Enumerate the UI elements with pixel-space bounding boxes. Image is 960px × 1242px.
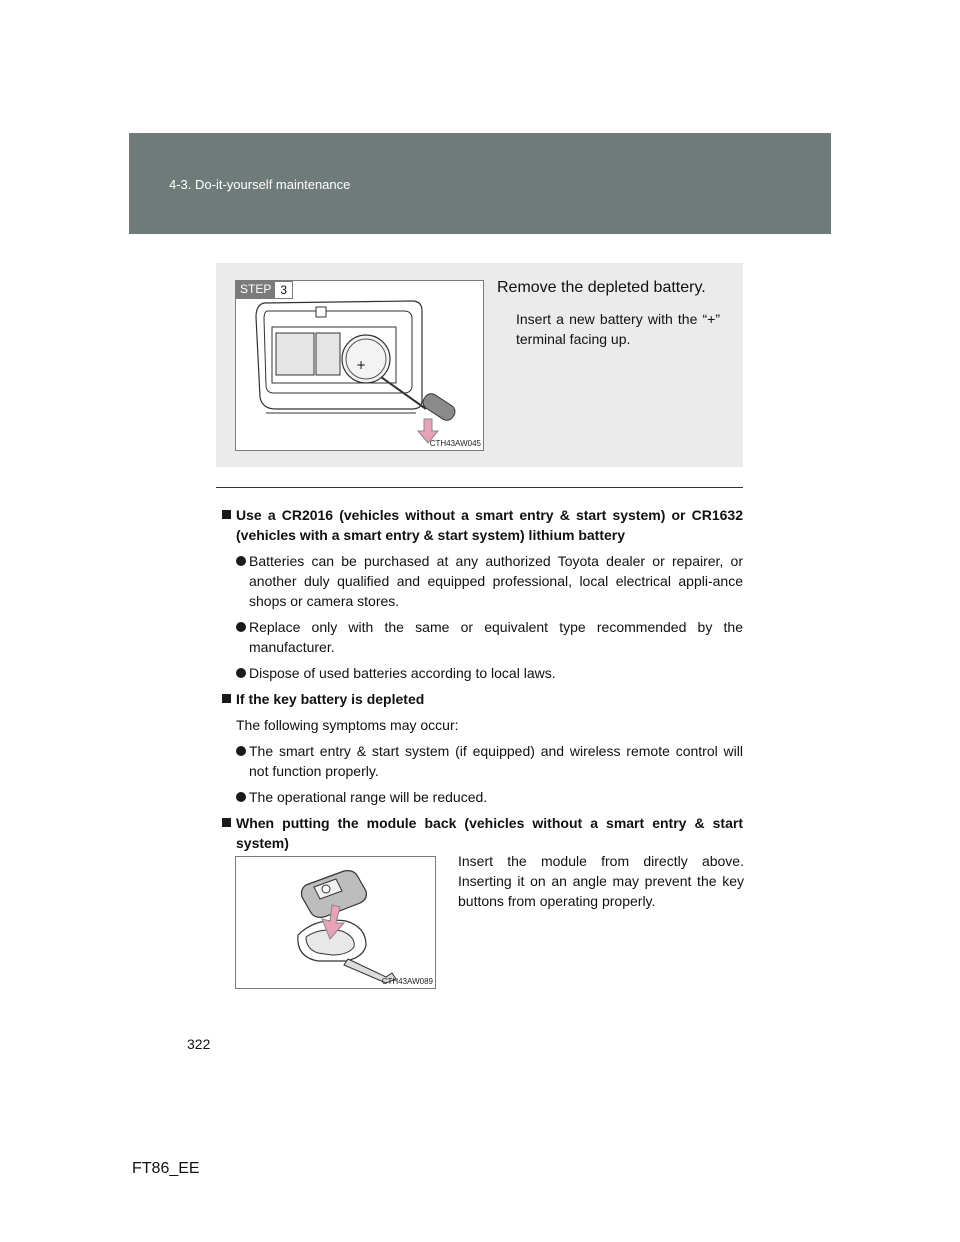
bullet-icon <box>236 746 246 756</box>
module-insertion-figure <box>235 856 436 989</box>
bullet-icon <box>236 668 246 678</box>
battery-type-heading: Use a CR2016 (vehicles without a smart entry & start system) or CR1632 (vehicles with a smart entry & start system) lithium battery <box>216 505 743 545</box>
list-item: The smart entry & start system (if equipped) and wireless remote control will not function properly. <box>216 741 743 781</box>
square-bullet-icon <box>222 818 231 827</box>
key-battery-illustration <box>236 281 483 450</box>
square-bullet-icon <box>222 510 231 519</box>
depleted-intro: The following symptoms may occur: <box>236 717 459 733</box>
battery-removal-figure <box>235 280 484 451</box>
bullet-icon <box>236 556 246 566</box>
list-item: Batteries can be purchased at any authorized Toyota dealer or repairer, or another duly qualified and equipped professional, local electrical appli-ance shops or camera stores. <box>216 551 743 611</box>
plus-terminal-symbol: + <box>356 358 367 372</box>
module-heading: When putting the module back (vehicles without a smart entry & start system) <box>216 813 743 853</box>
page-number: 322 <box>187 1036 211 1052</box>
list-item: Replace only with the same or equivalent type recommended by the manufacturer. <box>216 617 743 657</box>
divider <box>216 487 743 488</box>
key-module-illustration <box>236 857 435 988</box>
bullet-icon <box>236 792 246 802</box>
step-badge <box>236 281 293 299</box>
step-title: Remove the depleted battery. <box>497 279 706 296</box>
module-instruction: Insert the module from directly above. Inserting it on an angle may prevent the key buttons from operating properly. <box>458 853 744 909</box>
list-item: The operational range will be reduced. <box>216 787 743 807</box>
step-number: 3 <box>275 281 293 299</box>
list-item: Dispose of used batteries according to local laws. <box>216 663 743 683</box>
bullet-icon <box>236 622 246 632</box>
figure-code: CTH43AW045 <box>429 439 481 448</box>
chapter-header <box>129 133 831 234</box>
step-panel <box>216 263 743 467</box>
step-description: Insert a new battery with the “+” terminal facing up. <box>516 311 720 347</box>
depleted-battery-heading: If the key battery is depleted <box>216 689 743 709</box>
notes-section <box>216 505 743 859</box>
section-title: 4-3. Do-it-yourself maintenance <box>169 177 351 192</box>
figure-code: CTH43AW089 <box>381 977 433 986</box>
step-label: STEP <box>236 281 275 299</box>
document-code: FT86_EE <box>132 1160 200 1177</box>
square-bullet-icon <box>222 694 231 703</box>
